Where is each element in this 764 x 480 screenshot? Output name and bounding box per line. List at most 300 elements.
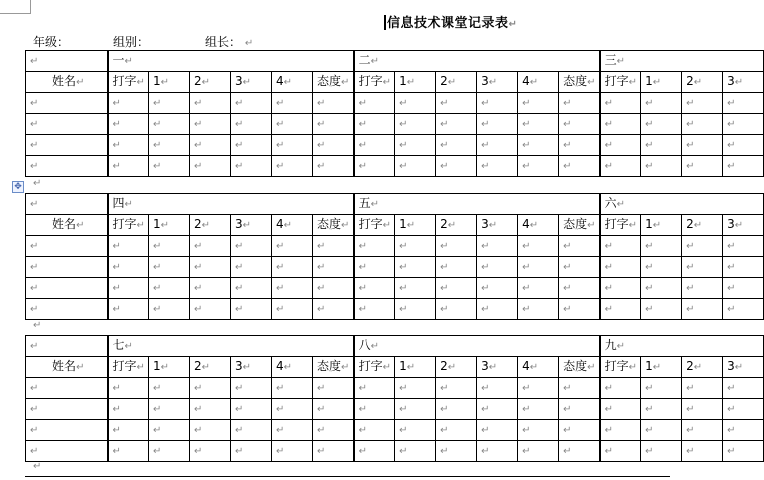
- student-name-cell[interactable]: [26, 135, 108, 156]
- score-entry-cell[interactable]: [477, 236, 518, 257]
- score-entry-cell[interactable]: [313, 278, 354, 299]
- score-entry-cell[interactable]: [272, 236, 313, 257]
- score-header-cell[interactable]: [641, 357, 682, 378]
- score-entry-cell[interactable]: [108, 156, 149, 177]
- score-entry-cell[interactable]: [641, 399, 682, 420]
- attitude-header-cell[interactable]: [313, 72, 354, 93]
- lesson-title-cell[interactable]: [354, 336, 600, 357]
- score-entry-cell[interactable]: [231, 420, 272, 441]
- score-entry-cell[interactable]: [313, 399, 354, 420]
- typing-header-cell[interactable]: [600, 215, 641, 236]
- typing-header-cell[interactable]: [354, 215, 395, 236]
- score-entry-cell[interactable]: [723, 236, 764, 257]
- score-header-cell-text: 2: [194, 217, 202, 231]
- student-name-cell[interactable]: [26, 399, 108, 420]
- score-entry-cell[interactable]: [231, 93, 272, 114]
- attitude-header-cell[interactable]: [559, 72, 600, 93]
- score-entry-cell[interactable]: [559, 441, 600, 462]
- score-entry-cell[interactable]: [559, 257, 600, 278]
- score-entry-cell[interactable]: [723, 114, 764, 135]
- score-entry-cell[interactable]: [313, 420, 354, 441]
- paragraph-mark-icon: ↵: [645, 140, 654, 151]
- typing-header-cell[interactable]: [600, 357, 641, 378]
- score-header-cell[interactable]: [641, 215, 682, 236]
- score-entry-cell[interactable]: [108, 399, 149, 420]
- score-entry-cell[interactable]: [723, 378, 764, 399]
- student-name-cell[interactable]: [26, 299, 108, 320]
- score-entry-cell[interactable]: [313, 378, 354, 399]
- score-entry-cell[interactable]: [354, 278, 395, 299]
- paragraph-mark-icon: ↵: [522, 119, 531, 130]
- score-entry-cell[interactable]: [641, 156, 682, 177]
- score-entry-cell[interactable]: [149, 93, 190, 114]
- empty-cell[interactable]: [26, 336, 108, 357]
- score-entry-cell[interactable]: [190, 278, 231, 299]
- student-name-cell[interactable]: [26, 257, 108, 278]
- score-entry-cell[interactable]: [641, 420, 682, 441]
- score-entry-cell[interactable]: [190, 257, 231, 278]
- score-entry-cell[interactable]: [313, 114, 354, 135]
- score-entry-cell[interactable]: [600, 114, 641, 135]
- score-entry-cell[interactable]: [395, 278, 436, 299]
- score-entry-cell[interactable]: [600, 257, 641, 278]
- score-header-cell[interactable]: [436, 215, 477, 236]
- name-header-cell[interactable]: [26, 357, 108, 378]
- score-entry-cell[interactable]: [723, 420, 764, 441]
- score-entry-cell[interactable]: [559, 156, 600, 177]
- score-header-cell[interactable]: [518, 72, 559, 93]
- lesson-title-cell[interactable]: [354, 194, 600, 215]
- score-entry-cell[interactable]: [600, 135, 641, 156]
- score-entry-cell[interactable]: [723, 441, 764, 462]
- score-header-cell[interactable]: [682, 72, 723, 93]
- score-entry-cell[interactable]: [518, 114, 559, 135]
- score-entry-cell[interactable]: [190, 420, 231, 441]
- score-entry-cell[interactable]: [313, 156, 354, 177]
- score-entry-cell[interactable]: [354, 236, 395, 257]
- table-row: [26, 299, 764, 320]
- paragraph-mark-icon: ↵: [136, 77, 145, 88]
- score-header-cell[interactable]: [436, 357, 477, 378]
- paragraph-mark-icon: ↵: [153, 98, 162, 109]
- score-entry-cell[interactable]: [395, 299, 436, 320]
- lesson-title-cell[interactable]: [108, 51, 354, 72]
- score-entry-cell[interactable]: [354, 420, 395, 441]
- score-entry-cell[interactable]: [559, 114, 600, 135]
- score-header-cell[interactable]: [723, 72, 764, 93]
- score-entry-cell[interactable]: [272, 399, 313, 420]
- score-entry-cell[interactable]: [313, 299, 354, 320]
- score-entry-cell[interactable]: [477, 93, 518, 114]
- score-entry-cell[interactable]: [723, 257, 764, 278]
- score-entry-cell[interactable]: [477, 156, 518, 177]
- paragraph-mark-icon: ↵: [112, 304, 121, 315]
- score-entry-cell[interactable]: [190, 93, 231, 114]
- score-entry-cell[interactable]: [190, 135, 231, 156]
- score-header-cell[interactable]: [272, 72, 313, 93]
- score-entry-cell[interactable]: [149, 257, 190, 278]
- paragraph-mark-icon: ↵: [153, 241, 162, 252]
- score-entry-cell[interactable]: [559, 93, 600, 114]
- score-entry-cell[interactable]: [682, 420, 723, 441]
- score-header-cell[interactable]: [190, 72, 231, 93]
- score-entry-cell[interactable]: [108, 441, 149, 462]
- score-entry-cell[interactable]: [395, 114, 436, 135]
- score-entry-cell[interactable]: [272, 378, 313, 399]
- score-entry-cell[interactable]: [149, 299, 190, 320]
- score-entry-cell[interactable]: [436, 156, 477, 177]
- score-entry-cell[interactable]: [518, 278, 559, 299]
- score-entry-cell[interactable]: [395, 399, 436, 420]
- score-entry-cell[interactable]: [518, 257, 559, 278]
- attitude-header-cell[interactable]: [313, 357, 354, 378]
- score-entry-cell[interactable]: [682, 236, 723, 257]
- score-entry-cell[interactable]: [149, 236, 190, 257]
- score-entry-cell[interactable]: [395, 135, 436, 156]
- score-entry-cell[interactable]: [190, 441, 231, 462]
- table-row: [26, 378, 764, 399]
- table-move-handle-icon[interactable]: ✥: [12, 181, 24, 193]
- lesson-header-row: [26, 336, 764, 357]
- score-entry-cell[interactable]: [682, 278, 723, 299]
- score-entry-cell[interactable]: [354, 257, 395, 278]
- score-entry-cell[interactable]: [518, 399, 559, 420]
- paragraph-mark-icon: ↵: [317, 446, 326, 457]
- score-entry-cell[interactable]: [354, 135, 395, 156]
- score-entry-cell[interactable]: [518, 420, 559, 441]
- score-entry-cell[interactable]: [600, 93, 641, 114]
- score-entry-cell[interactable]: [600, 441, 641, 462]
- score-header-cell[interactable]: [190, 215, 231, 236]
- score-entry-cell[interactable]: [641, 257, 682, 278]
- score-entry-cell[interactable]: [600, 299, 641, 320]
- score-entry-cell[interactable]: [436, 278, 477, 299]
- score-entry-cell[interactable]: [272, 278, 313, 299]
- score-entry-cell[interactable]: [313, 441, 354, 462]
- attitude-header-cell[interactable]: [559, 357, 600, 378]
- score-header-cell[interactable]: [518, 357, 559, 378]
- score-entry-cell[interactable]: [395, 156, 436, 177]
- score-entry-cell[interactable]: [149, 114, 190, 135]
- paragraph-mark-icon: ↵: [399, 446, 408, 457]
- score-entry-cell[interactable]: [641, 93, 682, 114]
- score-entry-cell[interactable]: [354, 156, 395, 177]
- score-entry-cell[interactable]: [641, 278, 682, 299]
- score-entry-cell[interactable]: [190, 378, 231, 399]
- score-entry-cell[interactable]: [600, 156, 641, 177]
- score-entry-cell[interactable]: [682, 257, 723, 278]
- score-entry-cell[interactable]: [477, 257, 518, 278]
- score-entry-cell[interactable]: [231, 156, 272, 177]
- score-entry-cell[interactable]: [600, 378, 641, 399]
- score-entry-cell[interactable]: [600, 236, 641, 257]
- score-header-cell[interactable]: [149, 357, 190, 378]
- score-entry-cell[interactable]: [108, 114, 149, 135]
- paragraph-mark-icon: ↵: [283, 220, 293, 231]
- student-name-cell[interactable]: [26, 114, 108, 135]
- score-entry-cell[interactable]: [477, 135, 518, 156]
- score-entry-cell[interactable]: [436, 257, 477, 278]
- student-name-cell[interactable]: [26, 441, 108, 462]
- score-entry-cell[interactable]: [149, 420, 190, 441]
- score-entry-cell[interactable]: [518, 378, 559, 399]
- score-entry-cell[interactable]: [108, 257, 149, 278]
- score-header-cell[interactable]: [272, 215, 313, 236]
- score-entry-cell[interactable]: [559, 399, 600, 420]
- score-entry-cell[interactable]: [231, 135, 272, 156]
- typing-header-cell[interactable]: [600, 72, 641, 93]
- paragraph-mark-icon: ↵: [563, 241, 572, 252]
- empty-cell[interactable]: [26, 194, 108, 215]
- score-entry-cell[interactable]: [559, 236, 600, 257]
- score-entry-cell[interactable]: [682, 114, 723, 135]
- student-name-cell[interactable]: [26, 420, 108, 441]
- lesson-header-row: [26, 194, 764, 215]
- score-entry-cell[interactable]: [313, 93, 354, 114]
- score-entry-cell[interactable]: [272, 156, 313, 177]
- typing-header-cell[interactable]: [354, 357, 395, 378]
- score-entry-cell[interactable]: [272, 420, 313, 441]
- lesson-title-cell[interactable]: [108, 194, 354, 215]
- score-entry-cell[interactable]: [149, 156, 190, 177]
- score-entry-cell[interactable]: [477, 441, 518, 462]
- score-entry-cell[interactable]: [272, 135, 313, 156]
- score-header-cell[interactable]: [436, 72, 477, 93]
- score-entry-cell[interactable]: [108, 236, 149, 257]
- score-entry-cell[interactable]: [641, 441, 682, 462]
- paragraph-mark-icon: ↵: [727, 161, 736, 172]
- score-entry-cell[interactable]: [436, 114, 477, 135]
- student-name-cell[interactable]: [26, 236, 108, 257]
- score-entry-cell[interactable]: [518, 135, 559, 156]
- grade-label[interactable]: [33, 33, 69, 50]
- typing-header-cell[interactable]: [108, 215, 149, 236]
- score-entry-cell[interactable]: [518, 236, 559, 257]
- score-entry-cell[interactable]: [108, 299, 149, 320]
- score-entry-cell[interactable]: [354, 93, 395, 114]
- score-header-cell[interactable]: [231, 215, 272, 236]
- paragraph-mark-icon: ↵: [194, 425, 203, 436]
- score-entry-cell[interactable]: [641, 114, 682, 135]
- score-entry-cell[interactable]: [723, 93, 764, 114]
- paragraph-mark-icon: ↵: [652, 77, 662, 88]
- score-entry-cell[interactable]: [641, 236, 682, 257]
- lesson-title-cell[interactable]: [600, 194, 764, 215]
- score-entry-cell[interactable]: [272, 257, 313, 278]
- score-entry-cell[interactable]: [518, 299, 559, 320]
- paragraph-mark-icon: ↵: [488, 220, 498, 231]
- score-entry-cell[interactable]: [231, 257, 272, 278]
- score-entry-cell[interactable]: [559, 420, 600, 441]
- attitude-header-cell[interactable]: [313, 215, 354, 236]
- leader-label[interactable]: [205, 33, 253, 50]
- score-entry-cell[interactable]: [108, 93, 149, 114]
- score-header-cell[interactable]: [723, 215, 764, 236]
- score-entry-cell[interactable]: [641, 299, 682, 320]
- score-entry-cell[interactable]: [354, 299, 395, 320]
- lesson-title-cell[interactable]: [108, 336, 354, 357]
- score-entry-cell[interactable]: [354, 441, 395, 462]
- score-header-cell[interactable]: [395, 72, 436, 93]
- score-entry-cell[interactable]: [682, 135, 723, 156]
- score-entry-cell[interactable]: [436, 441, 477, 462]
- score-entry-cell[interactable]: [231, 441, 272, 462]
- score-entry-cell[interactable]: [436, 93, 477, 114]
- score-entry-cell[interactable]: [272, 299, 313, 320]
- score-entry-cell[interactable]: [723, 135, 764, 156]
- score-entry-cell[interactable]: [395, 93, 436, 114]
- score-entry-cell[interactable]: [682, 399, 723, 420]
- score-entry-cell[interactable]: [559, 135, 600, 156]
- score-entry-cell[interactable]: [272, 441, 313, 462]
- score-entry-cell[interactable]: [436, 378, 477, 399]
- lesson-title-cell-text: 七: [112, 338, 125, 352]
- score-entry-cell[interactable]: [231, 114, 272, 135]
- score-entry-cell[interactable]: [354, 399, 395, 420]
- score-entry-cell[interactable]: [190, 114, 231, 135]
- score-entry-cell[interactable]: [354, 114, 395, 135]
- paragraph-mark-icon: ↵: [529, 77, 539, 88]
- score-entry-cell[interactable]: [108, 378, 149, 399]
- score-entry-cell[interactable]: [518, 156, 559, 177]
- score-header-cell[interactable]: [682, 357, 723, 378]
- lesson-title-cell[interactable]: [354, 51, 600, 72]
- score-entry-cell[interactable]: [682, 378, 723, 399]
- score-header-cell[interactable]: [149, 72, 190, 93]
- score-header-cell[interactable]: [395, 215, 436, 236]
- score-header-cell[interactable]: [641, 72, 682, 93]
- score-entry-cell[interactable]: [600, 420, 641, 441]
- score-entry-cell[interactable]: [395, 441, 436, 462]
- score-entry-cell[interactable]: [682, 299, 723, 320]
- score-entry-cell[interactable]: [559, 378, 600, 399]
- paragraph-mark-icon: ↵: [30, 446, 39, 457]
- student-name-cell[interactable]: [26, 156, 108, 177]
- score-header-cell[interactable]: [272, 357, 313, 378]
- score-entry-cell[interactable]: [149, 441, 190, 462]
- empty-cell[interactable]: [26, 51, 108, 72]
- score-header-cell[interactable]: [477, 72, 518, 93]
- score-header-cell[interactable]: [231, 72, 272, 93]
- attitude-header-cell[interactable]: [559, 215, 600, 236]
- score-entry-cell[interactable]: [436, 399, 477, 420]
- student-name-cell[interactable]: [26, 93, 108, 114]
- paragraph-mark-icon: ↵: [235, 304, 244, 315]
- score-entry-cell[interactable]: [641, 378, 682, 399]
- score-header-cell[interactable]: [190, 357, 231, 378]
- score-entry-cell[interactable]: [354, 378, 395, 399]
- name-header-cell[interactable]: [26, 72, 108, 93]
- score-entry-cell[interactable]: [149, 378, 190, 399]
- score-entry-cell[interactable]: [559, 278, 600, 299]
- score-entry-cell[interactable]: [477, 114, 518, 135]
- lesson-title-cell[interactable]: [600, 336, 764, 357]
- score-entry-cell[interactable]: [395, 236, 436, 257]
- score-entry-cell[interactable]: [682, 93, 723, 114]
- score-entry-cell[interactable]: [723, 299, 764, 320]
- score-entry-cell[interactable]: [149, 399, 190, 420]
- score-entry-cell[interactable]: [641, 135, 682, 156]
- score-header-cell[interactable]: [477, 215, 518, 236]
- score-entry-cell[interactable]: [231, 378, 272, 399]
- score-entry-cell[interactable]: [231, 299, 272, 320]
- score-entry-cell[interactable]: [477, 278, 518, 299]
- score-entry-cell[interactable]: [395, 378, 436, 399]
- score-entry-cell[interactable]: [231, 278, 272, 299]
- score-entry-cell[interactable]: [313, 257, 354, 278]
- score-header-cell[interactable]: [395, 357, 436, 378]
- score-entry-cell[interactable]: [682, 156, 723, 177]
- score-entry-cell[interactable]: [477, 299, 518, 320]
- lesson-title-cell[interactable]: [600, 51, 764, 72]
- score-entry-cell[interactable]: [190, 299, 231, 320]
- score-entry-cell[interactable]: [395, 257, 436, 278]
- name-header-cell[interactable]: [26, 215, 108, 236]
- score-entry-cell[interactable]: [395, 420, 436, 441]
- score-entry-cell[interactable]: [190, 156, 231, 177]
- paragraph-mark-icon: ↵: [645, 98, 654, 109]
- score-entry-cell[interactable]: [149, 135, 190, 156]
- score-entry-cell[interactable]: [149, 278, 190, 299]
- score-entry-cell[interactable]: [436, 420, 477, 441]
- score-entry-cell[interactable]: [272, 93, 313, 114]
- score-entry-cell[interactable]: [518, 93, 559, 114]
- score-entry-cell[interactable]: [190, 399, 231, 420]
- score-entry-cell[interactable]: [477, 399, 518, 420]
- score-entry-cell[interactable]: [313, 135, 354, 156]
- score-header-cell[interactable]: [518, 215, 559, 236]
- score-entry-cell[interactable]: [436, 135, 477, 156]
- score-entry-cell[interactable]: [313, 236, 354, 257]
- score-entry-cell[interactable]: [272, 114, 313, 135]
- score-entry-cell[interactable]: [518, 441, 559, 462]
- score-entry-cell[interactable]: [682, 441, 723, 462]
- score-entry-cell[interactable]: [436, 236, 477, 257]
- table-row: [26, 257, 764, 278]
- score-entry-cell[interactable]: [600, 278, 641, 299]
- score-entry-cell[interactable]: [477, 420, 518, 441]
- score-header-cell[interactable]: [723, 357, 764, 378]
- student-name-cell[interactable]: [26, 378, 108, 399]
- lesson-title-cell-text: 九: [604, 338, 617, 352]
- score-entry-cell[interactable]: [231, 236, 272, 257]
- typing-header-cell[interactable]: [108, 72, 149, 93]
- score-entry-cell[interactable]: [477, 378, 518, 399]
- score-header-cell[interactable]: [149, 215, 190, 236]
- score-entry-cell[interactable]: [436, 299, 477, 320]
- score-entry-cell[interactable]: [723, 156, 764, 177]
- score-header-cell[interactable]: [231, 357, 272, 378]
- score-header-cell[interactable]: [477, 357, 518, 378]
- score-entry-cell[interactable]: [190, 236, 231, 257]
- score-entry-cell[interactable]: [723, 399, 764, 420]
- typing-header-cell[interactable]: [354, 72, 395, 93]
- paragraph-mark-icon: ↵: [727, 119, 736, 130]
- score-entry-cell[interactable]: [231, 399, 272, 420]
- student-name-cell[interactable]: [26, 278, 108, 299]
- paragraph-mark-icon: ↵: [399, 98, 408, 109]
- score-entry-cell[interactable]: [723, 278, 764, 299]
- score-entry-cell[interactable]: [559, 299, 600, 320]
- score-header-cell[interactable]: [682, 215, 723, 236]
- paragraph-mark-icon: ↵: [604, 446, 614, 457]
- typing-header-cell[interactable]: [108, 357, 149, 378]
- group-label[interactable]: [113, 33, 149, 50]
- score-entry-cell[interactable]: [108, 420, 149, 441]
- score-entry-cell[interactable]: [108, 135, 149, 156]
- score-entry-cell[interactable]: [108, 278, 149, 299]
- score-entry-cell[interactable]: [600, 399, 641, 420]
